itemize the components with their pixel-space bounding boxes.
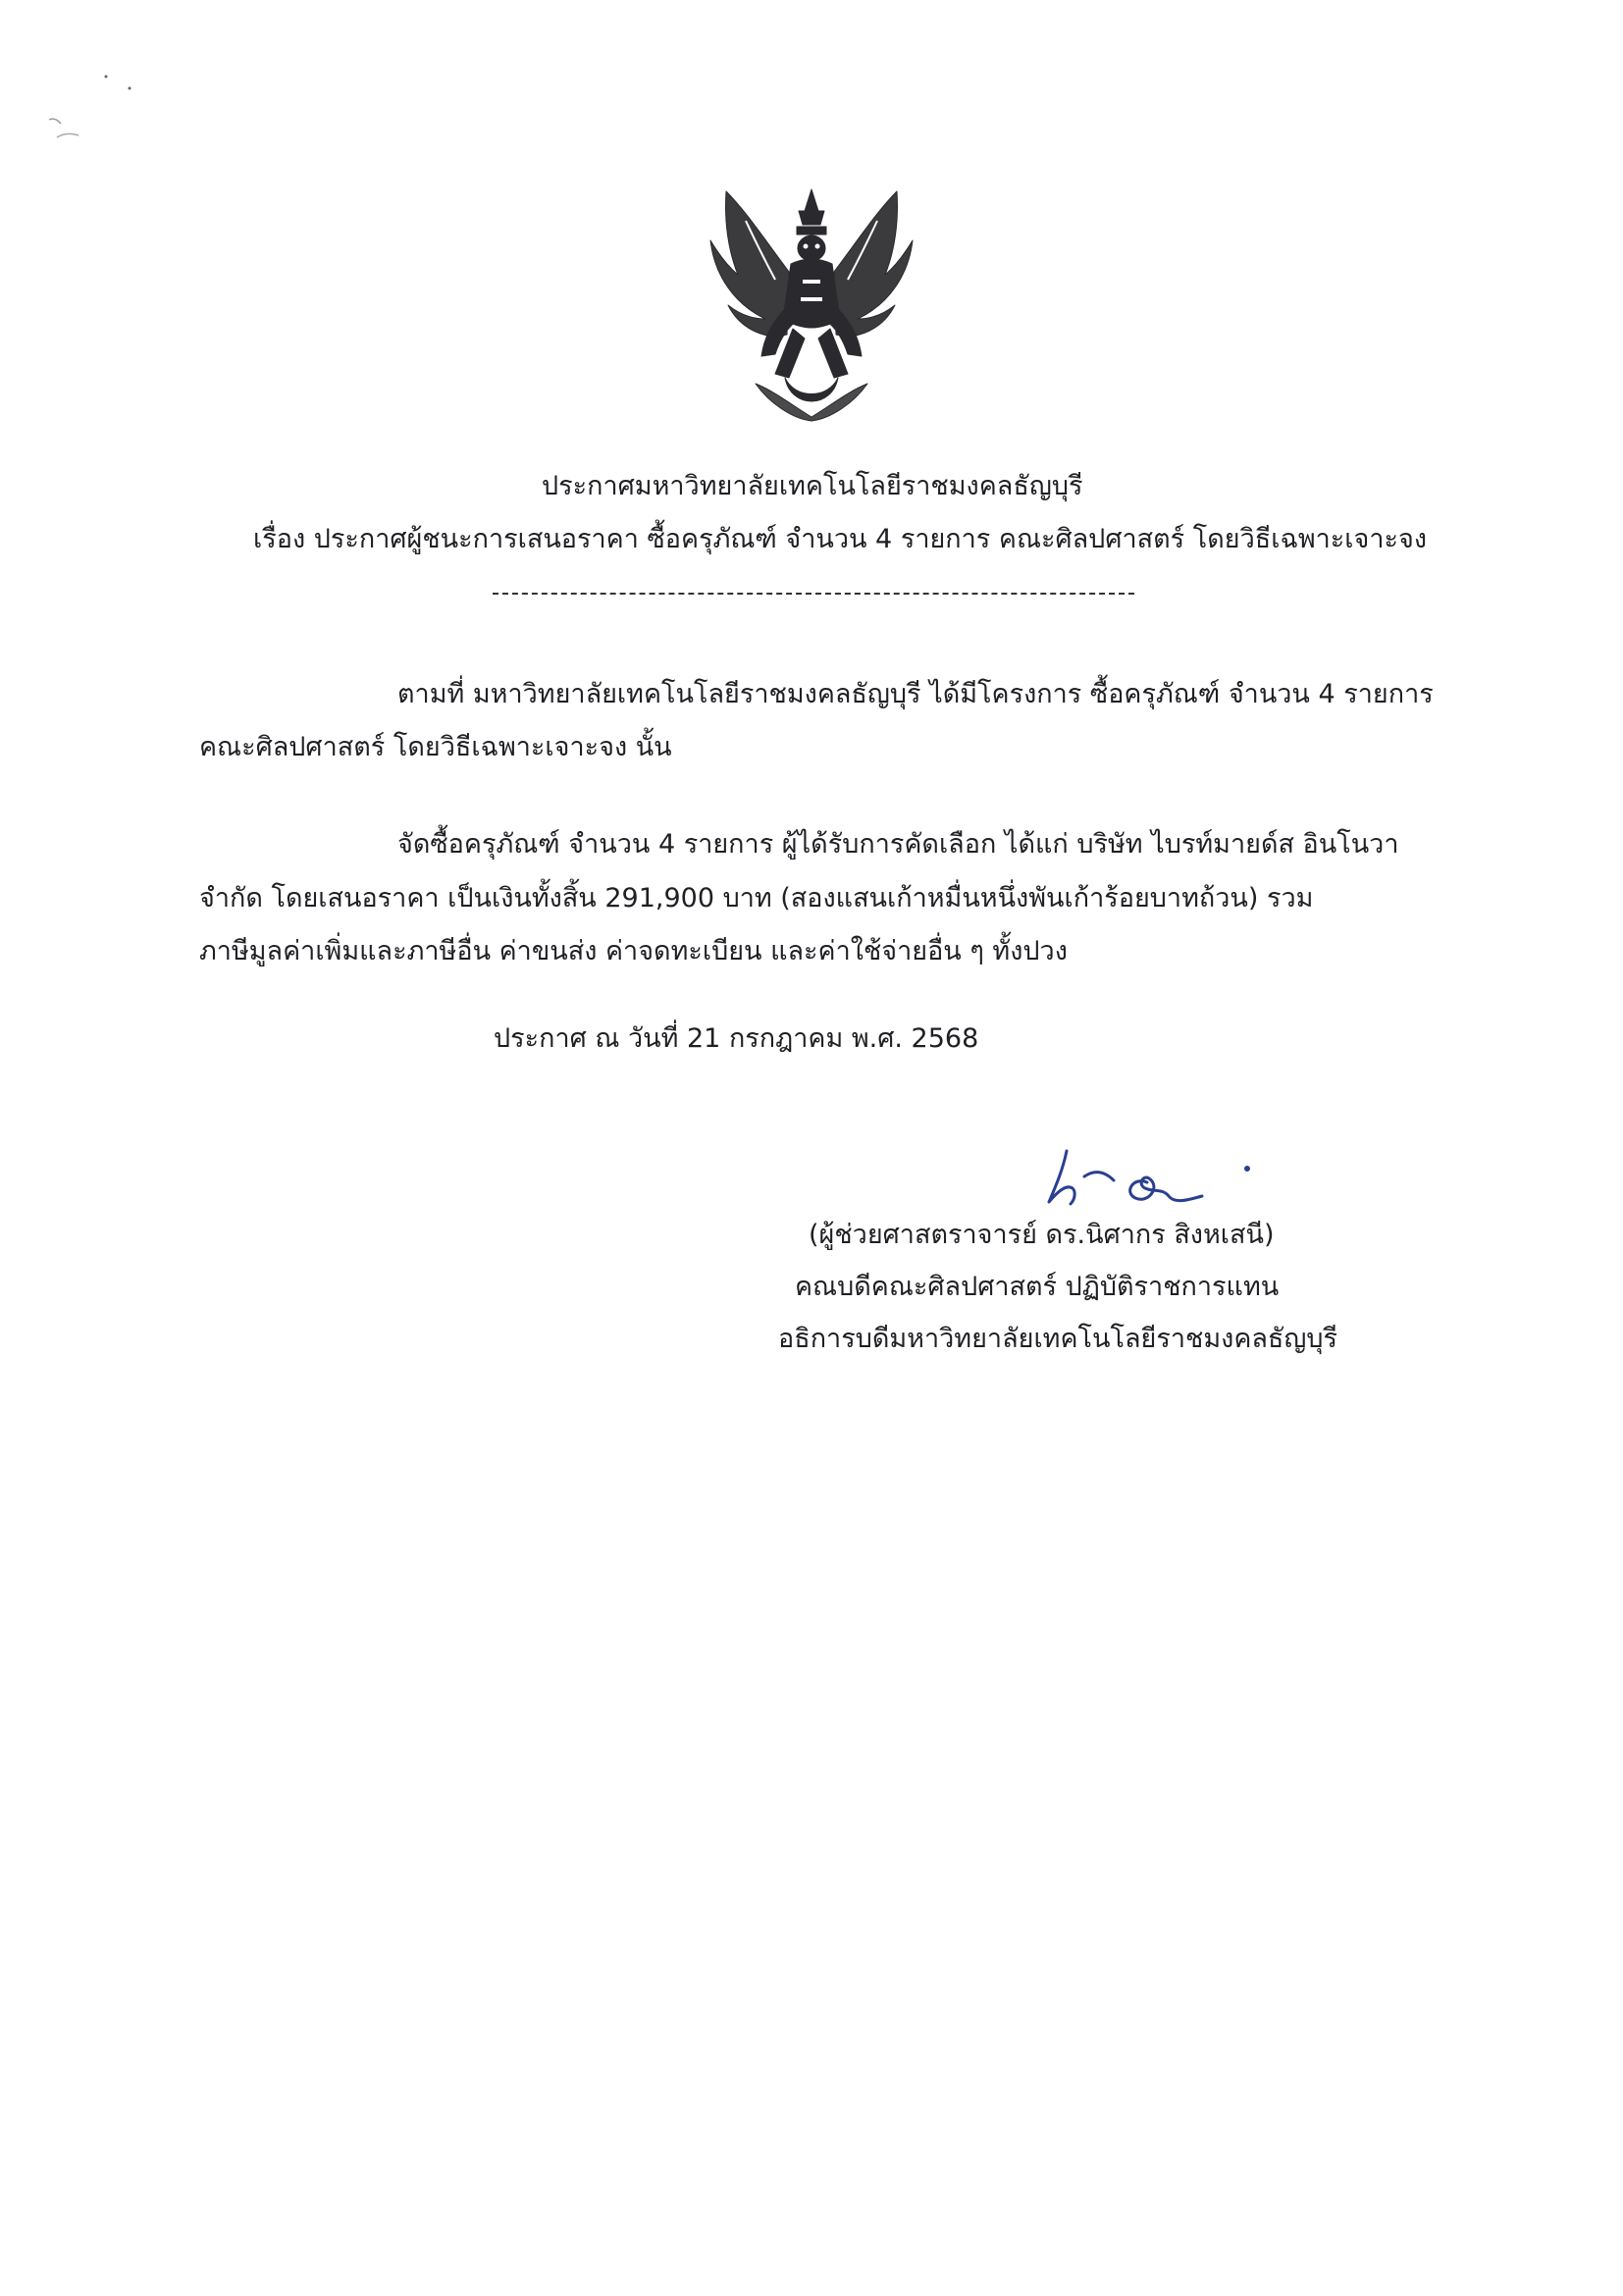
paragraph-2-line-2: จำกัด โดยเสนอราคา เป็นเงินทั้งสิ้น 291,900 บาท (สองแสนเก้าหมื่นหนึ่งพันเก้าร้อยบาทถ้วน) รวม [199, 883, 1314, 913]
title-separator [493, 593, 1134, 595]
paragraph-1-line-2: คณะศิลปศาสตร์ โดยวิธีเฉพาะเจาะจง นั้น [199, 732, 672, 762]
signatory-position-2: อธิการบดีมหาวิทยาลัยเทคโนโลยีราชมงคลธัญบุรี [778, 1324, 1338, 1354]
paragraph-2-line-3: ภาษีมูลค่าเพิ่มและภาษีอื่น ค่าขนส่ง ค่าจดทะเบียน และค่าใช้จ่ายอื่น ๆ ทั้งปวง [199, 936, 1068, 966]
paragraph-1-line-1: ตามที่ มหาวิทยาลัยเทคโนโลยีราชมงคลธัญบุรี ได้มีโครงการ ซื้อครุภัณฑ์ จำนวน 4 รายการ [397, 679, 1434, 709]
scan-specks [39, 69, 157, 157]
signatory-name: (ผู้ช่วยศาสตราจารย์ ดร.นิศากร สิงหเสนี) [809, 1220, 1275, 1250]
announcement-title: ประกาศมหาวิทยาลัยเทคโนโลยีราชมงคลธัญบุรี [542, 471, 1083, 501]
garuda-emblem-icon [707, 182, 917, 422]
announcement-date: ประกาศ ณ วันที่ 21 กรกฎาคม พ.ศ. 2568 [494, 1023, 979, 1054]
announcement-subject: เรื่อง ประกาศผู้ชนะการเสนอราคา ซื้อครุภัณฑ์ จำนวน 4 รายการ คณะศิลปศาสตร์ โดยวิธีเฉพาะเจาะจง [253, 524, 1428, 554]
signatory-position-1: คณบดีคณะศิลปศาสตร์ ปฏิบัติราชการแทน [795, 1272, 1280, 1302]
handwritten-signature [1045, 1143, 1271, 1222]
paragraph-2-line-1: จัดซื้อครุภัณฑ์ จำนวน 4 รายการ ผู้ได้รับการคัดเลือก ได้แก่ บริษัท ไบรท์มายด์ส อินโนวา [397, 829, 1399, 860]
